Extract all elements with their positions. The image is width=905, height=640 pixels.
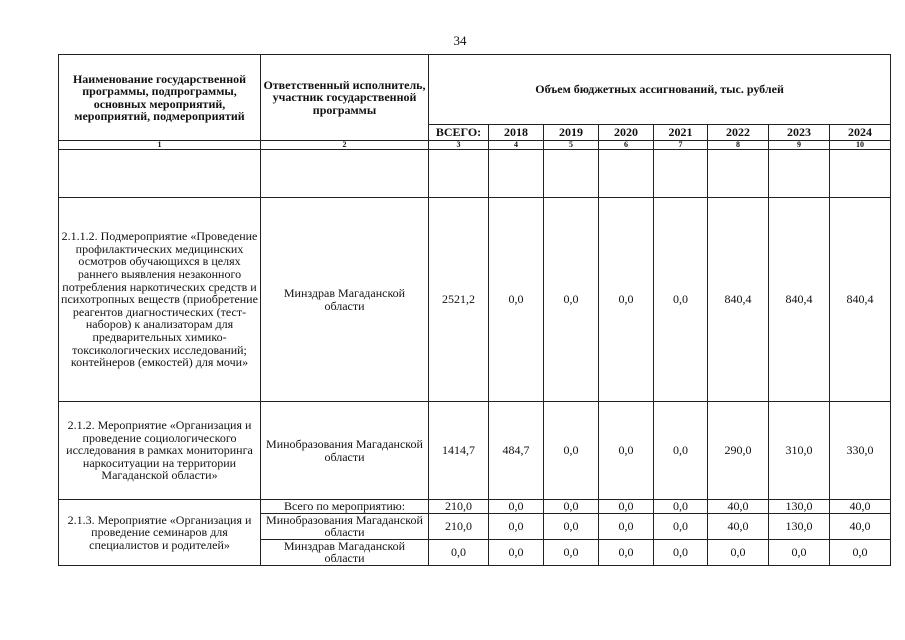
- col-index: 3: [429, 141, 489, 150]
- row-name: 2.1.3. Мероприятие «Организация и проведение семинаров для специалистов и родителей»: [59, 500, 261, 566]
- value-cell: 0,0: [654, 539, 708, 565]
- value-cell: 210,0: [429, 513, 489, 539]
- value-cell: 40,0: [708, 500, 769, 514]
- value-cell: 0,0: [708, 539, 769, 565]
- value-cell: 0,0: [429, 539, 489, 565]
- value-cell: 0,0: [830, 539, 891, 565]
- budget-table: [58, 54, 891, 566]
- page-number: 34: [453, 33, 467, 48]
- value-cell: 130,0: [769, 500, 830, 514]
- col-index: 10: [830, 141, 891, 150]
- value-cell: 290,0: [708, 402, 769, 500]
- value-cell: 2521,2: [429, 198, 489, 402]
- header-year: 2020: [599, 125, 654, 141]
- value-cell: 210,0: [429, 500, 489, 514]
- header-year: 2018: [489, 125, 544, 141]
- value-cell: 0,0: [544, 539, 599, 565]
- row-name: 2.1.1.2. Подмероприятие «Проведение профилактических медицинских осмотров обучающихся в целях раннего выявления незаконного потребления наркотических средств и психотропных веществ (приобретение реагентов диагностических (тест-наборов) к анализаторам для предварительных химико-токсикологических исследований; контейнеров (емкостей) для мочи»: [59, 198, 261, 402]
- value-cell: 130,0: [769, 513, 830, 539]
- value-cell: 0,0: [654, 500, 708, 514]
- value-cell: 310,0: [769, 402, 830, 500]
- value-cell: 330,0: [830, 402, 891, 500]
- header-year: 2023: [769, 125, 830, 141]
- value-cell: 0,0: [489, 198, 544, 402]
- value-cell: 0,0: [544, 402, 599, 500]
- value-cell: 0,0: [599, 402, 654, 500]
- value-cell: 0,0: [489, 539, 544, 565]
- col-index: 2: [261, 141, 429, 150]
- value-cell: 40,0: [830, 513, 891, 539]
- value-cell: 484,7: [489, 402, 544, 500]
- value-cell: 0,0: [654, 402, 708, 500]
- value-cell: 840,4: [708, 198, 769, 402]
- header-year: 2019: [544, 125, 599, 141]
- header-total: ВСЕГО:: [429, 125, 489, 141]
- empty-row: [59, 150, 891, 198]
- col-index: 5: [544, 141, 599, 150]
- header-year: 2024: [830, 125, 891, 141]
- value-cell: 40,0: [830, 500, 891, 514]
- value-cell: 40,0: [708, 513, 769, 539]
- value-cell: 0,0: [489, 513, 544, 539]
- col-index: 1: [59, 141, 261, 150]
- value-cell: 0,0: [489, 500, 544, 514]
- value-cell: 0,0: [544, 500, 599, 514]
- col-index: 8: [708, 141, 769, 150]
- value-cell: 0,0: [599, 198, 654, 402]
- column-index-row: [59, 141, 891, 150]
- header-year: 2021: [654, 125, 708, 141]
- col-index: 6: [599, 141, 654, 150]
- table-row: [59, 198, 891, 402]
- row-executor: Минобразования Магаданской области: [261, 402, 429, 500]
- table-row: [59, 402, 891, 500]
- value-cell: 0,0: [654, 513, 708, 539]
- col-index: 7: [654, 141, 708, 150]
- value-cell: 0,0: [599, 513, 654, 539]
- col-index: 4: [489, 141, 544, 150]
- value-cell: 0,0: [599, 539, 654, 565]
- value-cell: 0,0: [654, 198, 708, 402]
- col-index: 9: [769, 141, 830, 150]
- value-cell: 0,0: [599, 500, 654, 514]
- table-row: [59, 500, 891, 514]
- header-row: [59, 55, 891, 125]
- header-name-col: Наименование государственной программы, подпрограммы, основных мероприятий, мероприятий, подмероприятий: [59, 55, 261, 141]
- row-executor: Минздрав Магаданской области: [261, 539, 429, 565]
- value-cell: 0,0: [544, 513, 599, 539]
- value-cell: 0,0: [769, 539, 830, 565]
- value-cell: 0,0: [544, 198, 599, 402]
- value-cell: 840,4: [769, 198, 830, 402]
- header-year: 2022: [708, 125, 769, 141]
- row-total-label: Всего по мероприятию:: [261, 500, 429, 514]
- header-executor-col: Ответственный исполнитель, участник государственной программы: [261, 55, 429, 141]
- row-name: 2.1.2. Мероприятие «Организация и проведение социологического исследования в рамках мониторинга наркоситуации на территории Магаданской области»: [59, 402, 261, 500]
- header-budget-col: Объем бюджетных ассигнований, тыс. рублей: [429, 55, 891, 125]
- row-executor: Минобразования Магаданской области: [261, 513, 429, 539]
- value-cell: 840,4: [830, 198, 891, 402]
- value-cell: 1414,7: [429, 402, 489, 500]
- row-executor: Минздрав Магаданской области: [261, 198, 429, 402]
